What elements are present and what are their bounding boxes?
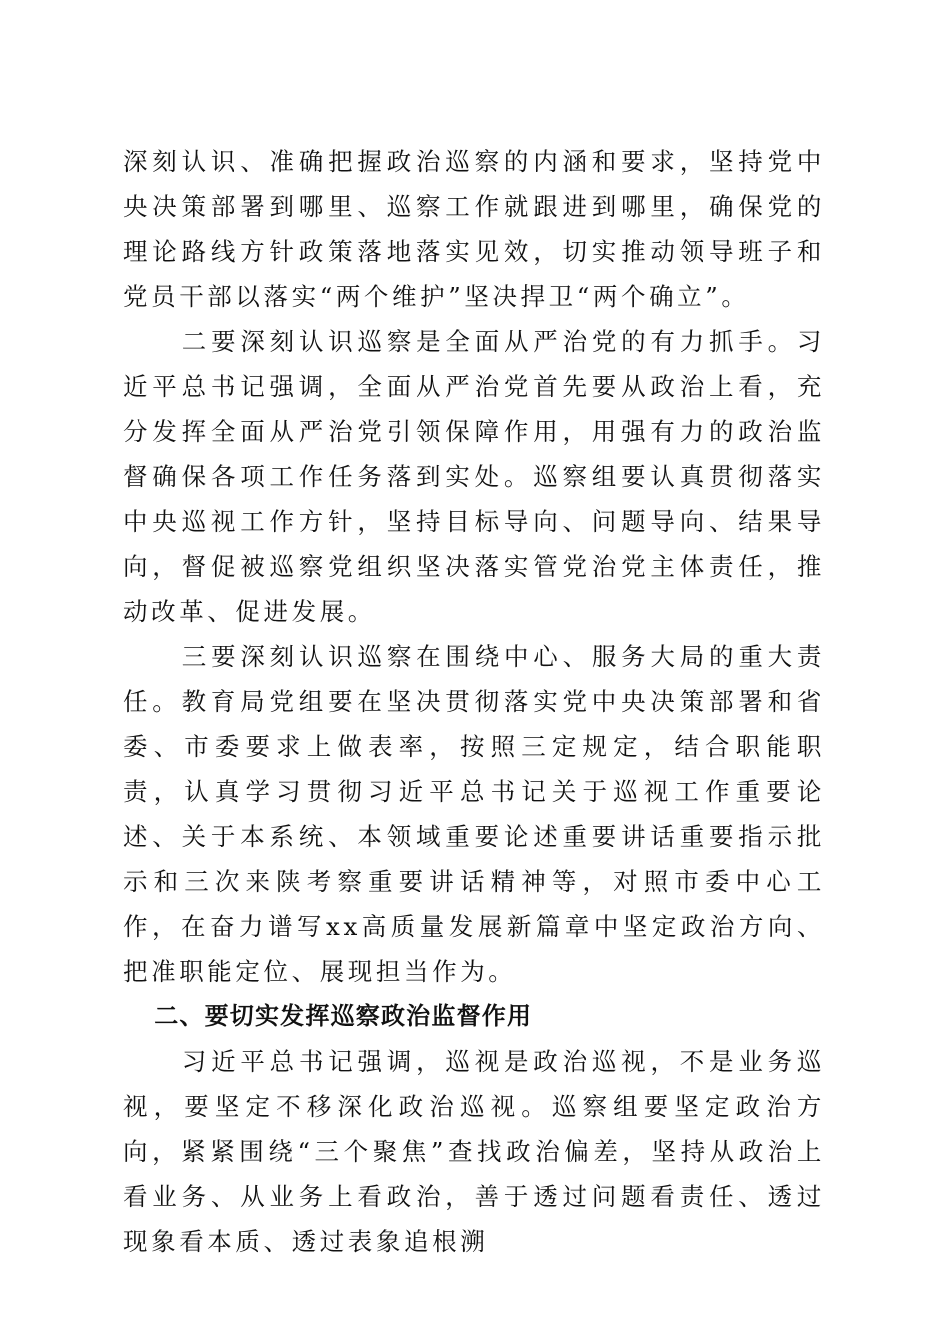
document-body xyxy=(123,139,825,1264)
paragraph-inspection-responsibility: 三要深刻认识巡察在围绕中心、服务大局的重大责任。教育局党组要在坚决贯彻落实党中央决策部署和省委、市委要求上做表率，按照三定规定，结合职能职责，认真学习贯彻习近平总书记关于巡视工作重要论述、关于本系统、本领域重要论述重要讲话重要指示批示和三次来陕考察重要讲话精神等，对照市委中心工作，在奋力谱写xx高质量发展新篇章中坚定政治方向、把准职能定位、展现担当作为。 xyxy=(123,642,825,986)
paragraph-inspection-grip: 二要深刻认识巡察是全面从严治党的有力抓手。习近平总书记强调，全面从严治党首先要从政治上看，充分发挥全面从严治党引领保障作用，用强有力的政治监督确保各项工作任务落到实处。巡察组要认真贯彻落实中央巡视工作方针，坚持目标导向、问题导向、结果导向，督促被巡察党组织坚决落实管党治党主体责任，推动改革、促进发展。 xyxy=(123,327,825,626)
paragraph-continuation: 深刻认识、准确把握政治巡察的内涵和要求，坚持党中央决策部署到哪里、巡察工作就跟进到哪里，确保党的理论路线方针政策落地落实见效，切实推动领导班子和党员干部以落实“两个维护”坚决捍卫“两个确立”。 xyxy=(123,147,825,311)
paragraph-political-supervision: 习近平总书记强调，巡视是政治巡视，不是业务巡视，要坚定不移深化政治巡视。巡察组要坚定政治方向，紧紧围绕“三个聚焦”查找政治偏差，坚持从政治上看业务、从业务上看政治，善于透过问题看责任、透过现象看本质、透过表象追根溯 xyxy=(123,1047,825,1256)
section-heading: 二、要切实发挥巡察政治监督作用 xyxy=(154,1002,533,1030)
